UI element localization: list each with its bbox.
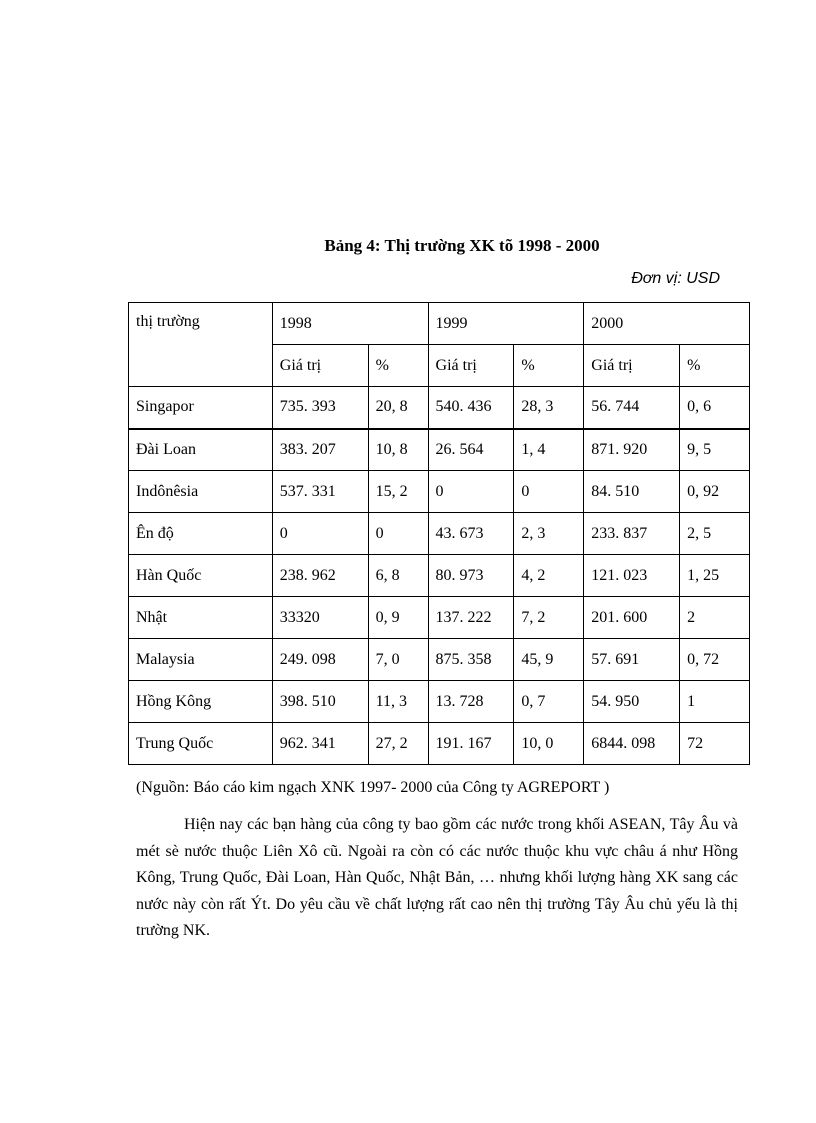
percent-cell: 6, 8: [368, 555, 428, 597]
value-cell: 56. 744: [584, 387, 680, 429]
value-cell: 233. 837: [584, 513, 680, 555]
header-percent: %: [680, 345, 750, 387]
value-cell: 249. 098: [272, 639, 368, 681]
header-value: Giá trị: [584, 345, 680, 387]
value-cell: 537. 331: [272, 471, 368, 513]
value-cell: 84. 510: [584, 471, 680, 513]
source-note: (Nguồn: Báo cáo kim ngạch XNK 1997- 2000 của Công ty AGREPORT ): [136, 779, 610, 796]
header-value: Giá trị: [272, 345, 368, 387]
percent-cell: 2, 5: [680, 513, 750, 555]
percent-cell: 0, 9: [368, 597, 428, 639]
value-cell: 398. 510: [272, 681, 368, 723]
value-cell: 871. 920: [584, 429, 680, 471]
value-cell: 962. 341: [272, 723, 368, 765]
value-cell: 54. 950: [584, 681, 680, 723]
market-cell: Hồng Kông: [129, 681, 273, 723]
market-cell: Ên độ: [129, 513, 273, 555]
market-cell: Đài Loan: [129, 429, 273, 471]
value-cell: 33320: [272, 597, 368, 639]
value-cell: 201. 600: [584, 597, 680, 639]
unit-label: Đơn vị: USD: [631, 270, 720, 287]
value-cell: 238. 962: [272, 555, 368, 597]
value-cell: 0: [428, 471, 514, 513]
percent-cell: 27, 2: [368, 723, 428, 765]
table-title: Bảng 4: Thị trường XK tõ 1998 - 2000: [324, 236, 600, 255]
table-row: [129, 471, 750, 513]
market-cell: Singapor: [129, 387, 273, 429]
export-market-table: [128, 302, 750, 765]
percent-cell: 4, 2: [514, 555, 584, 597]
table-row: [129, 555, 750, 597]
percent-cell: 1: [680, 681, 750, 723]
percent-cell: 0, 7: [514, 681, 584, 723]
header-percent: %: [514, 345, 584, 387]
value-cell: 26. 564: [428, 429, 514, 471]
value-cell: 875. 358: [428, 639, 514, 681]
value-cell: 540. 436: [428, 387, 514, 429]
header-year: 1998: [272, 303, 428, 345]
percent-cell: 0: [368, 513, 428, 555]
percent-cell: 72: [680, 723, 750, 765]
percent-cell: 15, 2: [368, 471, 428, 513]
table-row: [129, 597, 750, 639]
body-paragraph: Hiện nay các bạn hàng của công ty bao gồm các nước trong khối ASEAN, Tây Âu và mét sè nước thuộc Liên Xô cũ. Ngoài ra còn có các nước thuộc khu vực châu á như Hồng Kông, Trung Quốc, Đài Loan, Hàn Quốc, Nhật Bản, … nhưng khối lượng hàng XK sang các nước này còn rất Ýt. Do yêu cầu về chất lượng rất cao nên thị trường Tây Âu chủ yếu là thị trường NK.: [136, 816, 738, 939]
value-cell: 0: [272, 513, 368, 555]
table-row: [129, 513, 750, 555]
header-market: thị trường: [129, 303, 273, 387]
header-percent: %: [368, 345, 428, 387]
percent-cell: 7, 0: [368, 639, 428, 681]
percent-cell: 11, 3: [368, 681, 428, 723]
market-cell: Malaysia: [129, 639, 273, 681]
value-cell: 80. 973: [428, 555, 514, 597]
market-cell: Nhật: [129, 597, 273, 639]
percent-cell: 45, 9: [514, 639, 584, 681]
percent-cell: 28, 3: [514, 387, 584, 429]
percent-cell: 2, 3: [514, 513, 584, 555]
market-cell: Hàn Quốc: [129, 555, 273, 597]
value-cell: 191. 167: [428, 723, 514, 765]
table-row: [129, 681, 750, 723]
percent-cell: 10, 8: [368, 429, 428, 471]
percent-cell: 2: [680, 597, 750, 639]
table-row: [129, 387, 750, 429]
market-cell: Trung Quốc: [129, 723, 273, 765]
value-cell: 121. 023: [584, 555, 680, 597]
percent-cell: 9, 5: [680, 429, 750, 471]
header-year: 1999: [428, 303, 584, 345]
value-cell: 137. 222: [428, 597, 514, 639]
header-row-years: [129, 303, 750, 345]
percent-cell: 10, 0: [514, 723, 584, 765]
percent-cell: 0, 6: [680, 387, 750, 429]
percent-cell: 0, 72: [680, 639, 750, 681]
percent-cell: 7, 2: [514, 597, 584, 639]
table-row: [129, 429, 750, 471]
value-cell: 57. 691: [584, 639, 680, 681]
percent-cell: 0: [514, 471, 584, 513]
header-year: 2000: [584, 303, 750, 345]
table-row: [129, 723, 750, 765]
percent-cell: 1, 25: [680, 555, 750, 597]
value-cell: 383. 207: [272, 429, 368, 471]
value-cell: 43. 673: [428, 513, 514, 555]
value-cell: 13. 728: [428, 681, 514, 723]
percent-cell: 1, 4: [514, 429, 584, 471]
value-cell: 6844. 098: [584, 723, 680, 765]
table-row: [129, 639, 750, 681]
header-value: Giá trị: [428, 345, 514, 387]
market-cell: Indônêsia: [129, 471, 273, 513]
percent-cell: 20, 8: [368, 387, 428, 429]
percent-cell: 0, 92: [680, 471, 750, 513]
value-cell: 735. 393: [272, 387, 368, 429]
